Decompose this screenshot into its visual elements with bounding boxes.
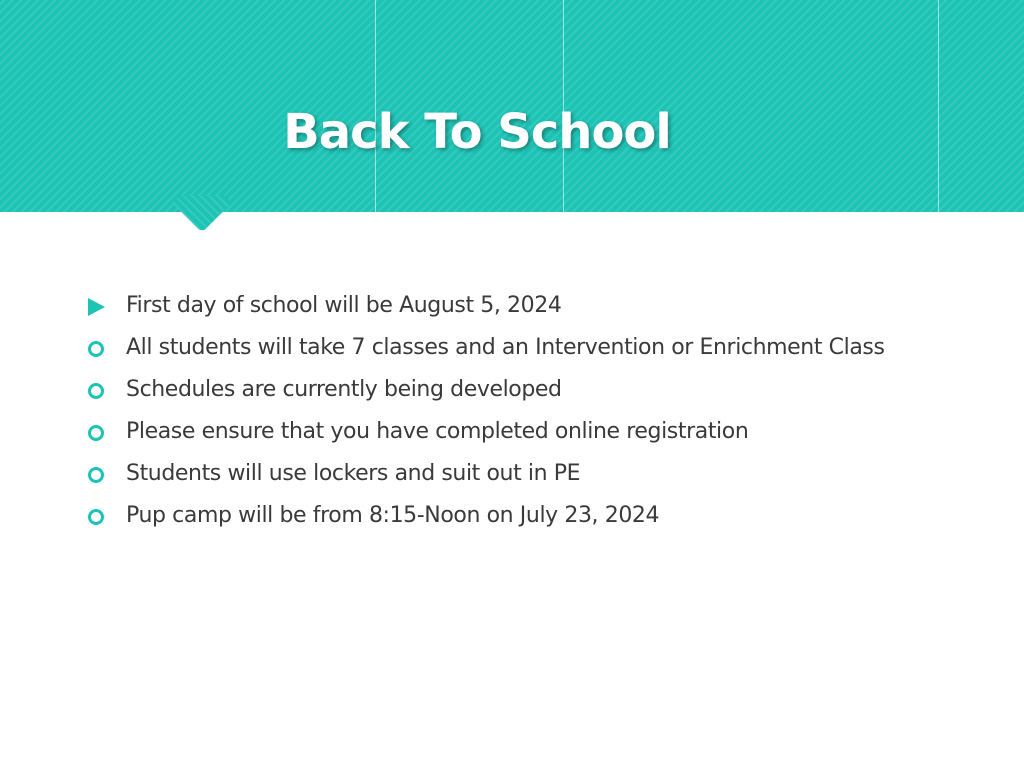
slide-title: Back To School (283, 104, 671, 160)
circle-bullet-icon (88, 425, 104, 441)
triangle-arrow-icon (88, 298, 105, 316)
bullet-item (86, 502, 946, 530)
bullet-text: All students will take 7 classes and an Intervention or Enrichment Class (126, 335, 885, 360)
bullet-item (86, 376, 946, 404)
bullet-text: Pup camp will be from 8:15-Noon on July 23, 2024 (126, 503, 660, 528)
circle-bullet-icon (88, 467, 104, 483)
header-band (0, 0, 1024, 212)
notch-shape (172, 196, 231, 233)
bullet-item (86, 292, 946, 320)
circle-bullet-icon (88, 383, 104, 399)
bullet-text: Schedules are currently being developed (126, 377, 562, 402)
bullet-text: Please ensure that you have completed online registration (126, 419, 749, 444)
bullet-item (86, 460, 946, 488)
bullet-list (86, 292, 946, 544)
bullet-item (86, 418, 946, 446)
header-notch (167, 196, 237, 244)
bullet-text: First day of school will be August 5, 2024 (126, 293, 562, 318)
circle-bullet-icon (88, 341, 104, 357)
bullet-item (86, 334, 946, 362)
bullet-text: Students will use lockers and suit out in PE (126, 461, 581, 486)
circle-bullet-icon (88, 509, 104, 525)
